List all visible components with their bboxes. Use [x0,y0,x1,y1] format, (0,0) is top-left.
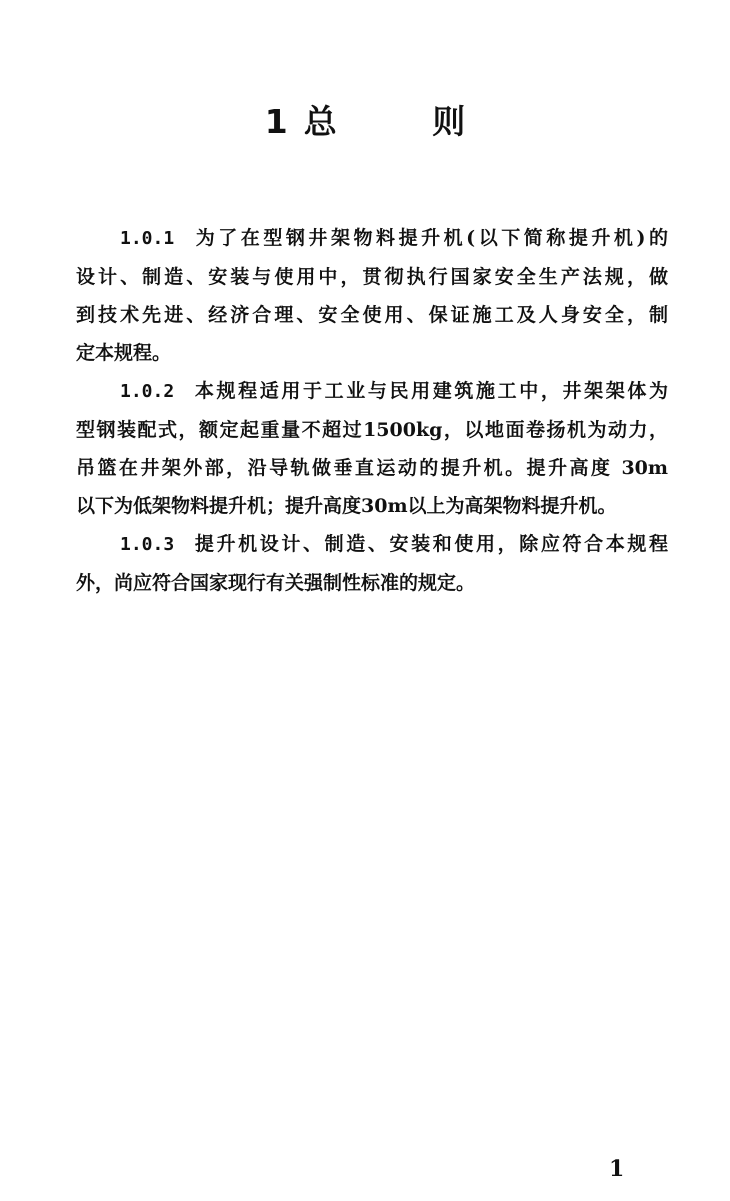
clause-1-0-2 [76,372,668,525]
clause-line: 到技术先进、经济合理、安全使用、保证施工及人身安全，制 [76,304,668,326]
clause-1-0-3 [76,525,668,602]
clause-line [76,372,668,411]
clause-line-text: 本规程适用于工业与民用建筑施工中，井架架体为 [192,380,668,402]
clause-line [76,525,668,564]
clause-line: 吊篮在井架外部，沿导轨做垂直运动的提升机。提升高度 30m [76,457,668,479]
page-number: 1 [609,1156,625,1182]
clause-line-text: 为了在型钢井架物料提升机(以下简称提升机)的 [192,227,668,249]
chapter-title [0,100,730,144]
clause-line: 定本规程。 [76,342,172,364]
clause-line: 型钢装配式，额定起重量不超过1500kg，以地面卷扬机为动力， [76,419,668,441]
clause-line-text: 提升机设计、制造、安装和使用，除应符合本规程 [192,533,668,555]
body-text [76,219,668,602]
clause-line [76,219,668,258]
clause-line: 设计、制造、安装与使用中，贯彻执行国家安全生产法规，做 [76,266,668,288]
clause-line: 以下为低架物料提升机；提升高度30m以上为高架物料提升机。 [76,495,617,517]
clause-number: 1.0.3 [120,534,175,555]
clause-number: 1.0.2 [120,381,175,402]
chapter-title-text: 总 则 [303,102,508,141]
clause-number: 1.0.1 [120,228,175,249]
chapter-number: 1 [264,102,290,141]
clause-1-0-1 [76,219,668,372]
clause-line: 外，尚应符合国家现行有关强制性标准的规定。 [76,572,476,594]
